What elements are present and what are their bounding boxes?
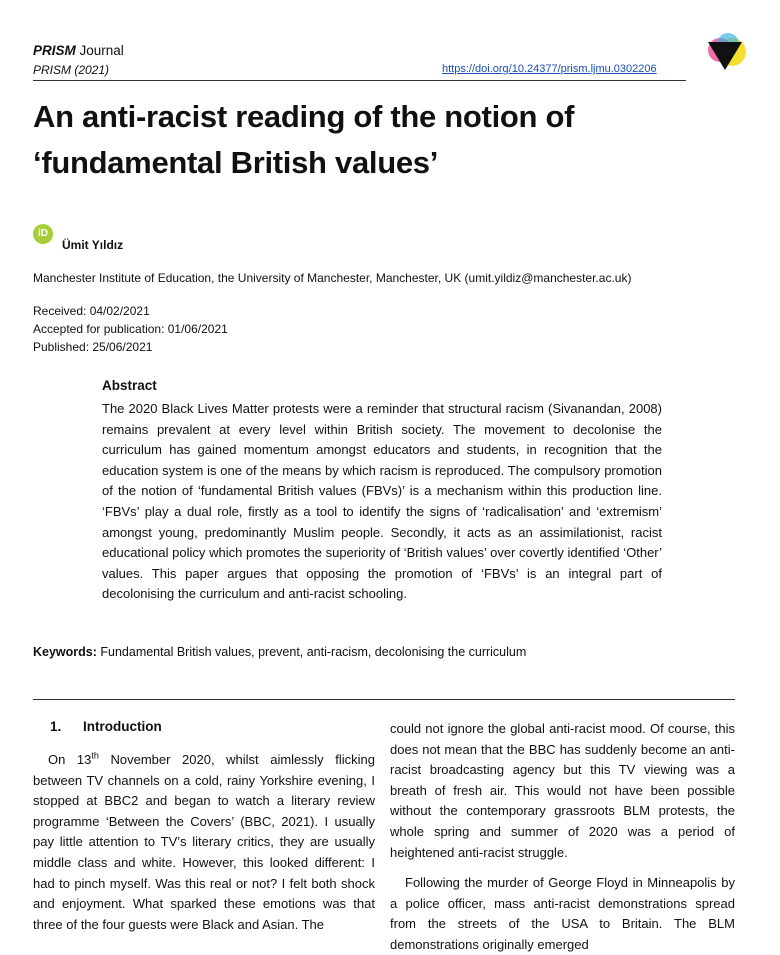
section-number: 1.	[50, 719, 62, 734]
abstract-heading: Abstract	[102, 378, 157, 393]
accepted-date: Accepted for publication: 01/06/2021	[33, 322, 228, 336]
abstract-text: The 2020 Black Lives Matter protests were a reminder that structural racism (Sivanandan, 2008) remains prevalent at every level within British society. The movement to decolonise the curriculum has gained momentum amongst educators and students, in recognition that the education system is one of the means by which racism is reproduced. The compulsory promotion of the notion of ‘fundamental British values (FBVs)’ is a mechanism within this production line. ‘FBVs’ play a dual role, firstly as a tool to identify the signs of ‘radicalisation’ and ‘extremism’ amongst young, predominantly Muslim people. Secondly, it acts as an assimilationist, racist educational policy which promotes the superiority of ‘British values’ over covertly identified ‘Other’ values. This paper argues that opposing the promotion of ‘FBVs’ is an integral part of decolonising the curriculum and anti-racist schooling.	[102, 401, 662, 602]
body-column-left: On 13th November 2020, whilst aimlessly flicking between TV channels on a cold, rainy Yorkshire evening, I stopped at BBC2 and began to watch a literary review programme ‘Between the Covers’ (BBC, 2021). I usually pay little attention to TV’s literary critics, they are usually middle class and white. However, this looked different: I had to pinch myself. Was this real or not? I felt both shock and enjoyment. What sparked these emotions was that three of the four guests were Black and Asian. The	[33, 750, 375, 932]
body-column-right-paragraph-1: could not ignore the global anti-racist mood. Of course, this does not mean that the BBC has suddenly become an anti-racist broadcasting agency but this TV viewing was a breath of fresh air. This would not have been possible without the contemporary grassroots BLM protests, the whole spring and summer of 2020 was a period of heightened anti-racist struggle.	[390, 721, 735, 860]
received-date: Received: 04/02/2021	[33, 304, 150, 318]
author-affiliation: Manchester Institute of Education, the University of Manchester, Manchester, UK (umit.yildiz@manchester.ac.uk)	[33, 271, 632, 285]
paper-title: An anti-racist reading of the notion of ‘fundamental British values’	[33, 99, 575, 180]
header-divider	[33, 80, 686, 81]
keywords	[33, 645, 526, 659]
keywords-label: Keywords:	[33, 645, 97, 659]
keywords-text: Fundamental British values, prevent, anti-racism, decolonising the curriculum	[96, 645, 527, 659]
author-name: Ümit Yıldız	[62, 238, 124, 252]
doi-link[interactable]: https://doi.org/10.24377/prism.ljmu.0302206	[442, 63, 657, 75]
publication-dates	[33, 302, 228, 356]
journal-logo	[700, 30, 748, 78]
section-divider	[33, 699, 735, 700]
body-column-right-paragraph-2: Following the murder of George Floyd in Minneapolis by a police officer, mass anti-racist demonstrations spread from the streets of the USA to Britain. The BLM demonstrations originally emerged	[390, 875, 735, 952]
journal-name: PRISM Journal	[33, 43, 124, 58]
citation: PRISM (2021)	[33, 63, 110, 77]
orcid-icon[interactable]: iD	[33, 224, 53, 244]
published-date: Published: 25/06/2021	[33, 340, 153, 354]
section-heading: Introduction	[83, 719, 162, 734]
